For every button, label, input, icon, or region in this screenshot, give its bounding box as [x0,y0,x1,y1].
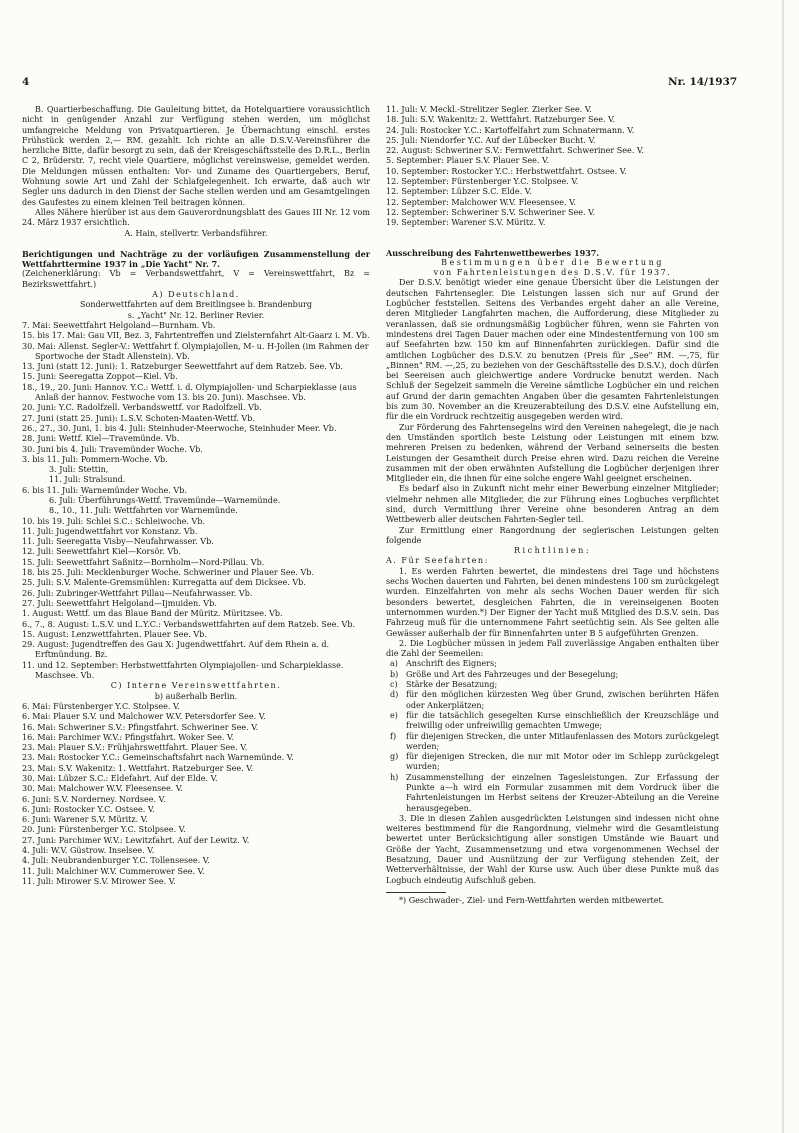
list-item: 16. Mai: Parchimer W.V.: Pfingstfahrt. Woker See. V. [22,732,235,742]
page-edge-shadow [782,0,784,1133]
list-item: 20. Juni: Fürstenberger Y.C. Stolpsee. V. [22,825,186,835]
list-item: 6. Juli: Überführungs-Wettf. Travemünde—Warnemünde. [49,495,281,505]
right-column [386,105,719,906]
legend-note: (Zeichenerklärung: Vb = Verbandswettfahrt, V = Vereinswettfahrt, Bz = Bezirkswettfahrt.) [22,269,370,289]
list-item: 19. September: Warener S.V. Müritz. V. [386,218,546,228]
list-item: 30. Juni bis 4. Juli: Travemünder Woche. Vb. [22,444,203,454]
list-item: 15. Juni: Seeregatta Zoppot—Kiel. Vb. [22,372,178,382]
list-item: 5. September: Plauer S.V. Plauer See. V. [386,156,550,166]
list-item: 15. August: Lenzwettfahrten. Plauer See. Vb. [22,629,207,639]
rule-a2: 2. Die Logbücher müssen in jedem Fall zuverlässige Angaben enthalten über die Zahl der Seemeilen: [386,638,719,659]
sonder-title: Sonderwettfahrten auf dem Breitlingsee b. Brandenburg [79,300,313,310]
list-item: 11. Juli: Malchiner W.V. Cummerower See. V. [22,866,205,876]
list-item: 27. Juni (statt 25. Juni): L.S.V. Schoten-Maaten-Wettf. Vb. [22,413,255,423]
list-item: 6. Juni: Warener S.V. Müritz. V. [22,815,148,825]
rule-a1: 1. Es werden Fahrten bewertet, die mindestens drei Tage und höchstens sechs Wochen dauerten und Fahrten, bei denen mindestens 100 sm zurückgelegt wurden. Einzelfahrten von mehr als sechs Wochen Dauer werden für sich besonders bewertet, desgleichen Fahrten, die in vereinseigenen Booten unternommen wurden.*) Der Eigner der Yacht muß Mitglied des D.S.V. sein. Das Fahrzeug muß für die unternommene Fahrt seetüchtig sein. Als See gelten alle Gewässer außerhalb der für Binnenfahrten unter B 5 aufgeführten Grenzen. [386,566,719,638]
signature: A. Hain, stellvertr. Verbandsführer. [124,228,268,238]
list-item: 12. September: Malchower W.V. Fleesensee. V. [386,197,577,207]
list-item: 22. August: Schweriner S.V.: Fernwettfahrt. Schweriner See. V. [386,146,644,156]
paragraph-4: Zur Ermittlung einer Rangordnung der seglerischen Leistungen gelten folgende [386,525,719,545]
list-item: 30. Mai: Malchower W.V. Fleesensee. V. [22,784,183,794]
list-item: 12. September: Lübzer S.C. Elde. V. [386,187,532,197]
list-item: 10. September: Rostocker Y.C.: Herbstwettfahrt. Ostsee. V. [386,166,627,176]
list-item: g) für diejenigen Strecken, die nur mit Motor oder im Schlepp zurückgelegt wurden; [390,752,719,772]
sonder-subtitle: s. „Yacht" Nr. 12. Berliner Revier. [127,310,265,320]
list-item: 27. Juli: Seewettfahrt Helgoland—Ijmuiden. Vb. [22,598,217,608]
list-item: 4. Juli: Neubrandenburger Y.C. Tollensesee. V. [22,856,210,866]
entries-list-c [22,702,370,887]
seefahrten-heading: A. Für Seefahrten: [386,556,489,566]
berichtigungen-title: Berichtigungen und Nachträge zu der vorläufigen Zusammenstellung der Wettfahrttermine 1937 in „Die Yacht" Nr. 7. [22,248,370,270]
list-item: 18. bis 25. Juli: Mecklenburger Woche. Schweriner und Plauer See. Vb. [22,568,314,578]
entries-list-a [22,321,370,681]
list-item: 11. und 12. September: Herbstwettfahrten Olympiajollen- und Scharpieklasse. Maschsee. Vb. [22,660,344,681]
list-item: 20. Juni: Y.C. Radolfzell. Verbandswettf. vor Radolfzell. Vb. [22,403,262,413]
bestimmungen-line-2: von Fahrtenleistungen des D.S.V. für 1937. [433,268,672,278]
list-item: 11. Juli: Jugendwettfahrt vor Konstanz. Vb. [22,526,198,536]
list-item: c) Stärke der Besatzung; [390,680,498,690]
page-number: 4 [22,76,30,88]
list-item: h) Zusammenstellung der einzelnen Tagesleistungen. Zur Erfassung der Punkte a—h wird ein Formular zusammen mit dem Vordruck über die Fahrtenleistungen im Herbst seitens der Kreuzer-Abteilung an die Vereine herausgegeben. [390,772,719,813]
ausschreibung-title: Ausschreibung des Fahrtenwettbewerbes 1937. [386,247,600,258]
list-item: 15. Juli: Seewettfahrt Saßnitz—Bornholm—Nord-Pillau. Vb. [22,557,265,567]
section-c-heading: C) Interne Vereinswettfahrten. [110,681,282,691]
list-item: 11. Juli: Stralsund. [49,475,126,485]
list-item: 6. Mai: Fürstenberger Y.C. Stolpsee. V. [22,701,180,711]
list-item: 25. Juli: S.V. Malente-Gremsmühlen: Kurregatta auf dem Dicksee. Vb. [22,578,306,588]
list-item: 18. Juli: S.V. Wakenitz: 2. Wettfahrt. Ratzeburger See. V. [386,115,616,125]
list-item: 30. Mai: Lübzer S.C.: Eldefahrt. Auf der Elde. V. [22,774,218,783]
left-column [22,105,370,887]
list-item: 11. Juli: Seeregatta Visby—Neufahrwasser. Vb. [22,537,214,547]
list-item: b) Größe und Art des Fahrzeuges und der Besegelung; [390,669,619,679]
list-item: 13. Juni (statt 12. Juni): 1. Ratzeburger Seewettfahrt auf dem Ratzeb. See. Vb. [22,362,343,372]
list-item: 8., 10., 11. Juli: Wettfahrten vor Warnemünde. [49,506,238,516]
naehere-paragraph: Alles Nähere hierüber ist aus dem Gauverordnungsblatt des Gaues III Nr. 12 vom 24. März 1937 ersichtlich. [22,207,370,228]
richtlinien-heading: Richtlinien: [513,546,592,556]
quarter-paragraph: B. Quartierbeschaffung. Die Gauleitung bittet, da Hotelquartiere voraussichtlich nicht in genügender Anzahl zur Verfügung stehen werden, um möglichst umfangreiche Meldung von Privatquartieren. Je Übernachtung einschl. erstes Frühstück werden 2,— RM. gezahlt. Ich richte an alle D.S.V.-Vereinsführer die herzliche Bitte, dafür besorgt zu sein, daß der Kreisgeschäftsstelle des D.R.L., Berlin C 2, Brüderstr. 7, recht viele Quartiere, möglichst vereinsweise, gemeldet werden. Die Meldungen müssen enthalten: Vor- und Zuname des Quartiergebers, Beruf, Wohnung sowie Art und Zahl der Schlafgelegenheit. Ich erwarte, daß auch wir Segler uns dadurch in den Dienst der Sache stellen werden und am Gesamtgelingen des Gaufestes zu einem kleinen Teil beitragen können. [22,105,370,207]
list-item: a) Anschrift des Eigners; [390,659,497,669]
list-item: 12. September: Fürstenberger Y.C. Stolpsee. V. [386,177,579,187]
entries-list-top [386,105,719,229]
list-item: 23. Mai: S.V. Wakenitz: 1. Wettfahrt. Ratzeburger See. V. [22,763,254,773]
footnote: *) Geschwader-, Ziel- und Fern-Wettfahrten werden mitbewertet. [399,895,665,905]
list-item: 28. Juni: Wettf. Kiel—Travemünde. Vb. [22,434,180,444]
list-item: 3. bis 11. Juli: Pommern-Woche. Vb. [22,454,168,464]
list-item: 10. bis 19. Juli: Schlei S.C.: Schleiwoche. Vb. [22,516,206,526]
bestimmungen-line-1: Bestimmungen über die Bewertung [441,257,664,267]
list-item: 18., 19., 20. Juni: Hannov. Y.C.: Wettf. i. d. Olympiajollen- und Scharpieklasse (aus Anlaß der hannov. Festwoche vom 13. bis 20. Juni). Maschsee. Vb. [22,382,357,403]
list-item: 6. Mai: Plauer S.V. und Malchower W.V. Petersdorfer See. V. [22,712,266,722]
list-item: 1. August: Wettf. um das Blaue Band der Müritz. Müritzsee. Vb. [22,609,283,619]
list-item: 6. Juni: S.V. Norderney. Nordsee. V. [22,794,166,804]
list-item: 29. August: Jugendtreffen des Gau X: Jugendwettfahrt. Auf dem Rhein a. d. Erftmündung. Bz. [22,640,330,660]
list-item: 4. Juli: W.V. Güstrow. Inselsee. V. [22,846,155,856]
list-item: 24. Juli: Rostocker Y.C.: Kartoffelfahrt zum Schnatermann. V. [386,125,635,135]
list-item: 11. Juli: V. Meckl.-Strelitzer Segler. Zierker See. V. [386,105,592,114]
list-item: d) für den möglichen kürzesten Weg über Grund, zwischen berührten Häfen oder Ankerplätzen; [390,690,719,710]
list-item: 12. September: Schweriner S.V. Schweriner See. V. [386,207,596,217]
list-item: 12. Juli: Seewettfahrt Kiel—Korsör. Vb. [22,547,181,557]
section-cb-heading: b) außerhalb Berlin. [154,691,238,701]
list-item: 11. Juli: Mirower S.V. Mirower See. V. [22,876,176,886]
list-item: f) für diejenigen Strecken, die unter Mitlaufenlassen des Motors zurückgelegt werden; [390,731,719,751]
list-item: 6. bis 11. Juli: Warnemünder Woche. Vb. [22,485,187,495]
list-item: 6., 7., 8. August: L.S.V. und L.Y.C.: Verbandswettfahrten auf dem Ratzeb. See. Vb. [22,619,356,629]
list-item: 6. Juni: Rostocker Y.C. Ostsee. V. [22,804,155,814]
list-item: 23. Mai: Plauer S.V.: Frühjahrswettfahrt. Plauer See. V. [22,743,248,753]
list-item: 23. Mai: Rostocker Y.C.: Gemeinschaftsfahrt nach Warnemünde. V. [22,753,294,763]
paragraph-3: Es bedarf also in Zukunft nicht mehr einer Bewerbung einzelner Mitglieder; vielmehr nehmen alle Mitglieder, die zur Führung eines Logbuches verpflichtet sind, durch Vermittlung ihrer Vereine ohne besonderen Antrag an dem Wettbewerb aller deutschen Fahrten-Segler teil. [386,484,719,525]
list-item: 7. Mai: Seewettfahrt Helgoland—Burnham. Vb. [22,320,216,330]
paragraph-2: Zur Förderung des Fahrtensegelns wird den Vereinen nahegelegt, die je nach den Umständen sportlich beste Leistung oder Leistungen mit einem bzw. mehreren Preisen zu bedenken, während der Verband seinerseits die besten Leistungen der Gesamtheit durch Preise ehren wird. Dazu reichen die Vereine zusammen mit der oben erwähnten Aufstellung die Logbücher derjenigen ihrer Mitglieder ein, die ihnen für eine solche engere Wahl geeignet erscheinen. [386,422,719,484]
paragraph-1: Der D.S.V. benötigt wieder eine genaue Übersicht über die Leistungen der deutschen Fahrtensegler. Die Leistungen lassen sich nur auf Grund der Logbücher feststellen. Seitens des Verbandes ergeht daher an alle Vereine, deren Mitglieder Langfahrten machen, die Aufforderung, diese Mitglieder zu veranlassen, daß sie ordnungsmäßig Logbücher führen, wenn sie Fahrten von mindestens drei Tagen Dauer machen oder eine Mindestentfernung von 100 sm auf Seefahrten bzw. 150 km auf Binnenfahrten zurücklegen. Dafür sind die amtlichen Logbücher des D.S.V. zu benutzen (Preis für „See" RM. —,75, für „Binnen" RM. —,25, zu beziehen von der Geschäftsstelle des D.S.V.), doch dürfen bei Seereisen auch gleichwertige andere Vordrucke benutzt werden. Nach Schluß der Segelzeit sammeln die Vereine sämtliche Logbücher ein und reichen auf Grund der darin gemachten Angaben über die gesamten Fahrtenleistungen bis zum 30. November an die Kreuzerabteilung des D.S.V. eine Aufstellung ein, für die ein Vordruck rechtzeitig ausgegeben werden wird. [386,278,719,422]
rule-a3: 3. Die in diesen Zahlen ausgedrückten Leistungen sind indessen nicht ohne weiteres bestimmend für die Rangordnung, vielmehr wird die Gesamtleistung bewertet unter Berücksichtigung aller sonstigen Umstände wie Bauart und Größe der Yacht, Zusammensetzung und etwa vorgenommenen Wechsel der Besatzung, Dauer und Ausnützung der zur Verfügung stehenden Zeit, der Wetterverhältnisse, der Wahl der Kurse usw. Auch über diese Punkte muß das Logbuch eindeutig Aufschluß geben. [386,813,719,885]
list-item: 27. Juni: Parchimer W.V.: Lewitzfahrt. Auf der Lewitz. V. [22,835,250,845]
criteria-list [386,659,719,813]
list-item: 16. Mai: Schweriner S.V.: Pfingstfahrt. Schweriner See. V. [22,722,259,732]
list-item: e) für die tatsächlich gesegelten Kurse einschließlich der Kreuzschläge und freiwillig oder unfreiwillig gemachten Umwege; [390,710,719,731]
list-item: 30. Mai: Allenst. Segler-V.: Wettfahrt f. Olympiajollen, M- u. H-Jollen (im Rahmen der Sportwoche der Stadt Allenstein). Vb. [22,341,369,361]
list-item: 26. Juli: Zubringer-Wettfahrt Pillau—Neufahrwasser. Vb. [22,588,253,598]
section-a-heading: A) Deutschland. [152,290,240,300]
footnote-divider [386,892,446,893]
issue-number: Nr. 14/1937 [668,76,738,88]
list-item: 3. Juli: Stettin, [49,465,109,475]
list-item: 26., 27., 30. Juni, 1. bis 4. Juli: Steinhuder-Meerwoche, Steinhuder Meer. Vb. [22,423,337,433]
list-item: 15. bis 17. Mai: Gau VII, Bez. 3, Fahrtentreffen und Zielsternfahrt Alt-Gaarz i. M. Vb. [22,331,370,341]
list-item: 25. Juli: Niendorfer Y.C. Auf der Lübecker Bucht. V. [386,135,596,145]
